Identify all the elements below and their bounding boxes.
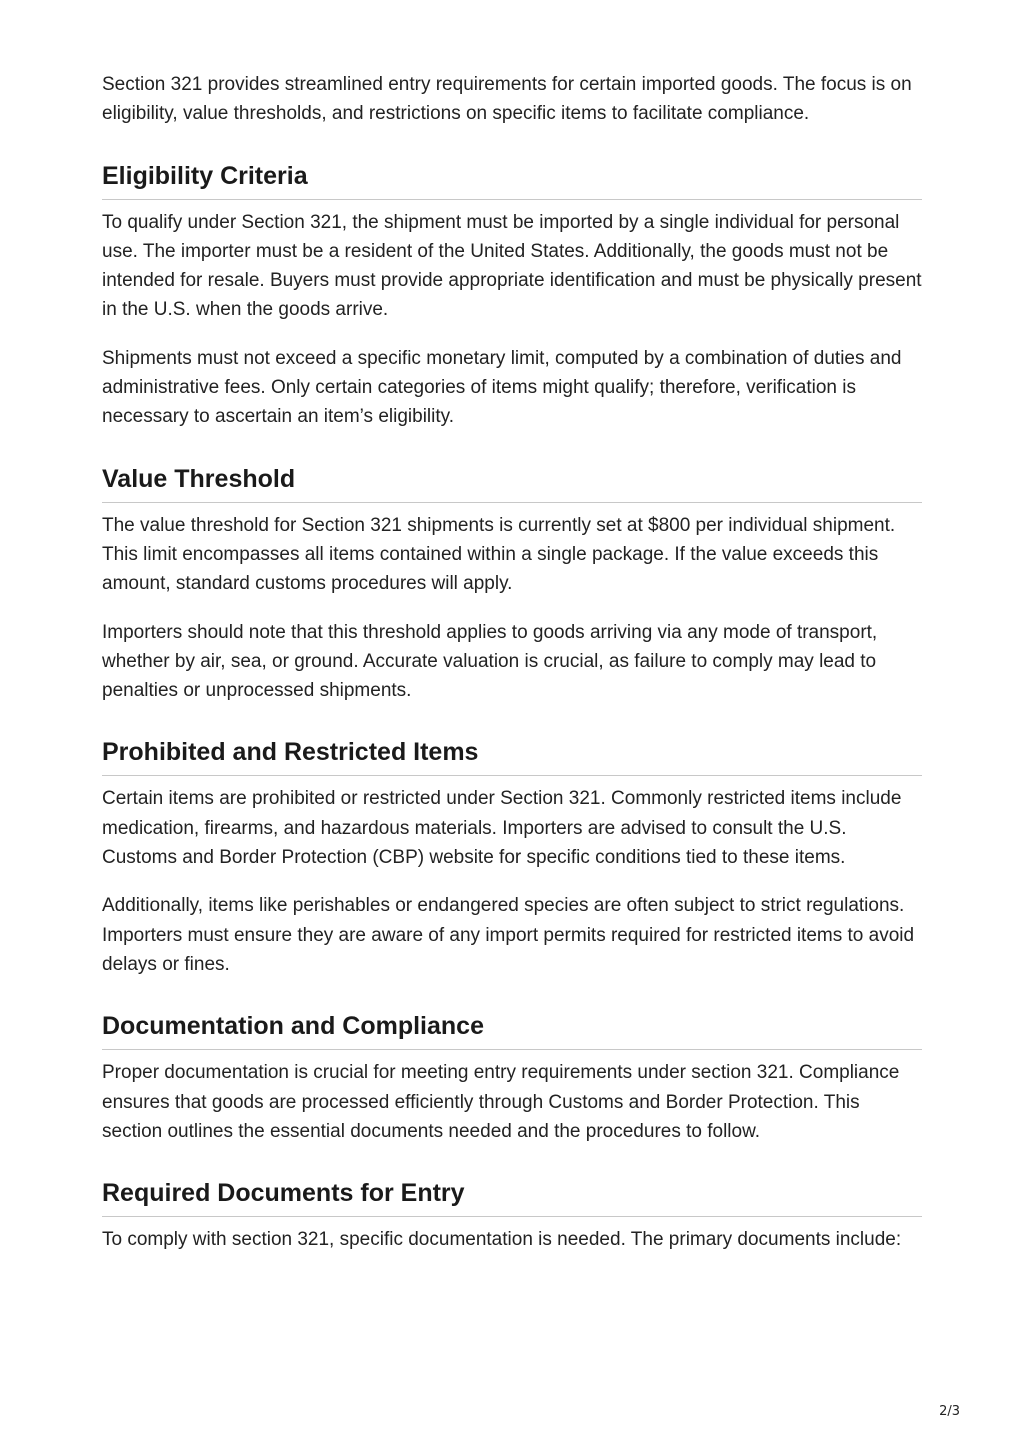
paragraph: Importers should note that this threshold applies to goods arriving via any mode of transport, whether by air, sea, or ground. Accurate valuation is crucial, as failure to comply may lead to penalties or unprocessed shipments. bbox=[102, 621, 878, 702]
heading-value-threshold: Value Threshold bbox=[102, 463, 922, 503]
paragraph: Additionally, items like perishables or endangered species are often subject to strict regulations. Importers must ensure they are aware of any import permits required for restricted items to avoid delays or fines. bbox=[102, 895, 915, 975]
paragraph: Shipments must not exceed a specific monetary limit, computed by a combination of duties and administrative fees. Only certain categories of items might qualify; therefore, verification is necessary to ascertain an item’s eligibility. bbox=[102, 347, 902, 428]
intro-paragraph: Section 321 provides streamlined entry requirements for certain imported goods. The focus is on eligibility, value thresholds, and restrictions on specific items to facilitate compliance. bbox=[102, 74, 912, 125]
heading-documentation-compliance: Documentation and Compliance bbox=[102, 1010, 922, 1050]
heading-required-documents: Required Documents for Entry bbox=[102, 1177, 922, 1217]
paragraph: To qualify under Section 321, the shipment must be imported by a single individual for personal use. The importer must be a resident of the United States. Additionally, the goods must not be intended for resale. Buyers must provide appropriate identification and must be physically present in the U.S. when the goods arrive. bbox=[102, 211, 922, 321]
paragraph: To comply with section 321, specific documentation is needed. The primary documents include: bbox=[102, 1229, 902, 1251]
paragraph: The value threshold for Section 321 shipments is currently set at $800 per individual shipment. This limit encompasses all items contained within a single package. If the value exceeds this amount, standard customs procedures will apply. bbox=[102, 514, 896, 595]
paragraph: Certain items are prohibited or restricted under Section 321. Commonly restricted items include medication, firearms, and hazardous materials. Importers are advised to consult the U.S. Customs and Border Protection (CBP) website for specific conditions tied to these items. bbox=[102, 788, 902, 869]
paragraph: Proper documentation is crucial for meeting entry requirements under section 321. Compliance ensures that goods are processed efficiently through Customs and Border Protection. This section outlines the essential documents needed and the procedures to follow. bbox=[102, 1062, 900, 1142]
document-page bbox=[102, 70, 922, 1273]
heading-eligibility-criteria: Eligibility Criteria bbox=[102, 160, 922, 200]
heading-prohibited-restricted-items: Prohibited and Restricted Items bbox=[102, 736, 922, 776]
page-number: 2/3 bbox=[939, 1404, 960, 1419]
